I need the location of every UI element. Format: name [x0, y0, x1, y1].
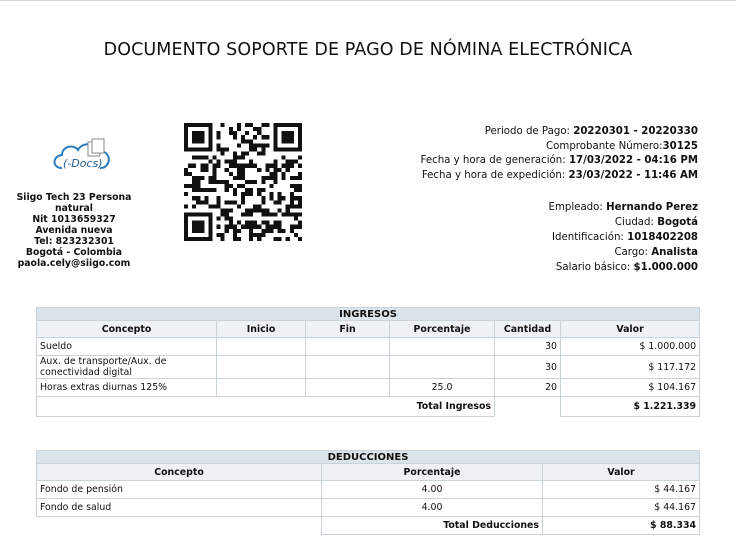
payment-info [338, 125, 698, 183]
expedicion-line: Fecha y hora de expedición: 23/03/2022 - 11:46 AM [421, 169, 698, 181]
total-ingresos-value: $ 1.221.339 [561, 397, 700, 417]
col-concepto: Concepto [37, 464, 322, 481]
col-porcentaje: Porcentaje [390, 321, 495, 338]
company-name: Siigo Tech 23 Persona natural [16, 192, 132, 214]
cell-porcentaje: 25.0 [390, 379, 495, 397]
salario-line: Salario básico: $1.000.000 [555, 262, 698, 273]
total-row [37, 397, 700, 417]
cell-cantidad: 30 [495, 338, 561, 356]
cell-porcentaje: 4.00 [322, 481, 543, 499]
cell-concepto: Fondo de salud [37, 499, 322, 517]
company-city: Bogotá - Colombia [25, 247, 123, 258]
total-deducciones-label: Total Deducciones [322, 517, 543, 535]
table-row [37, 481, 700, 499]
deducciones-section-title: DEDUCCIONES [37, 451, 700, 464]
cell-inicio [217, 379, 306, 397]
cell-concepto: Horas extras diurnas 125% [37, 379, 217, 397]
total-row [37, 517, 700, 535]
qr-code [184, 123, 302, 241]
total-ingresos-label: Total Ingresos [37, 397, 495, 417]
docs-logo [50, 136, 120, 176]
total-deducciones-value: $ 88.334 [543, 517, 700, 535]
col-valor: Valor [543, 464, 700, 481]
cell-concepto: Aux. de transporte/Aux. de conectividad digital [37, 356, 217, 379]
cell-cantidad: 30 [495, 356, 561, 379]
company-tel: Tel: 823232301 [34, 236, 114, 247]
col-cantidad: Cantidad [495, 321, 561, 338]
company-info [14, 192, 134, 269]
top-divider [0, 0, 736, 1]
ingresos-section-title: INGRESOS [37, 308, 700, 321]
cell-inicio [217, 356, 306, 379]
company-email: paola.cely@siigo.com [17, 258, 131, 269]
cell-cantidad: 20 [495, 379, 561, 397]
col-porcentaje: Porcentaje [322, 464, 543, 481]
table-row [37, 499, 700, 517]
cell-fin [306, 356, 390, 379]
cell-concepto: Fondo de pensión [37, 481, 322, 499]
cell-inicio [217, 338, 306, 356]
table-row [37, 379, 700, 397]
comprobante-line: Comprobante Número:30125 [546, 140, 698, 152]
cell-porcentaje: 4.00 [322, 499, 543, 517]
col-concepto: Concepto [37, 321, 217, 338]
ingresos-table [36, 307, 700, 417]
generacion-line: Fecha y hora de generación: 17/03/2022 - 04:16 PM [420, 155, 698, 166]
cell-porcentaje [390, 356, 495, 379]
table-row [37, 356, 700, 379]
col-fin: Fin [306, 321, 390, 338]
table-row [37, 338, 700, 356]
cell-valor: $ 117.172 [561, 356, 700, 379]
logo-text: (-Docs) [63, 157, 103, 170]
col-valor: Valor [561, 321, 700, 338]
empleado-line: Empleado: Hernando Perez [548, 202, 698, 213]
cell-fin [306, 379, 390, 397]
ciudad-line: Ciudad: Bogotá [614, 217, 698, 228]
identificacion-line: Identificación: 1018402208 [552, 232, 698, 243]
cell-concepto: Sueldo [37, 338, 217, 356]
employee-info [398, 200, 698, 275]
document-title: DOCUMENTO SOPORTE DE PAGO DE NÓMINA ELECTRÓNICA [103, 40, 633, 60]
company-address: Avenida nueva [35, 225, 113, 236]
cell-valor: $ 44.167 [543, 481, 700, 499]
cell-valor: $ 104.167 [561, 379, 700, 397]
col-inicio: Inicio [217, 321, 306, 338]
cell-valor: $ 44.167 [543, 499, 700, 517]
deducciones-table [36, 450, 700, 535]
periodo-line: Periodo de Pago: 20220301 - 20220330 [484, 126, 698, 137]
company-nit: Nit 1013659327 [32, 214, 116, 225]
cargo-line: Cargo: Analista [614, 247, 698, 258]
cell-fin [306, 338, 390, 356]
cell-porcentaje [390, 338, 495, 356]
cell-valor: $ 1.000.000 [561, 338, 700, 356]
